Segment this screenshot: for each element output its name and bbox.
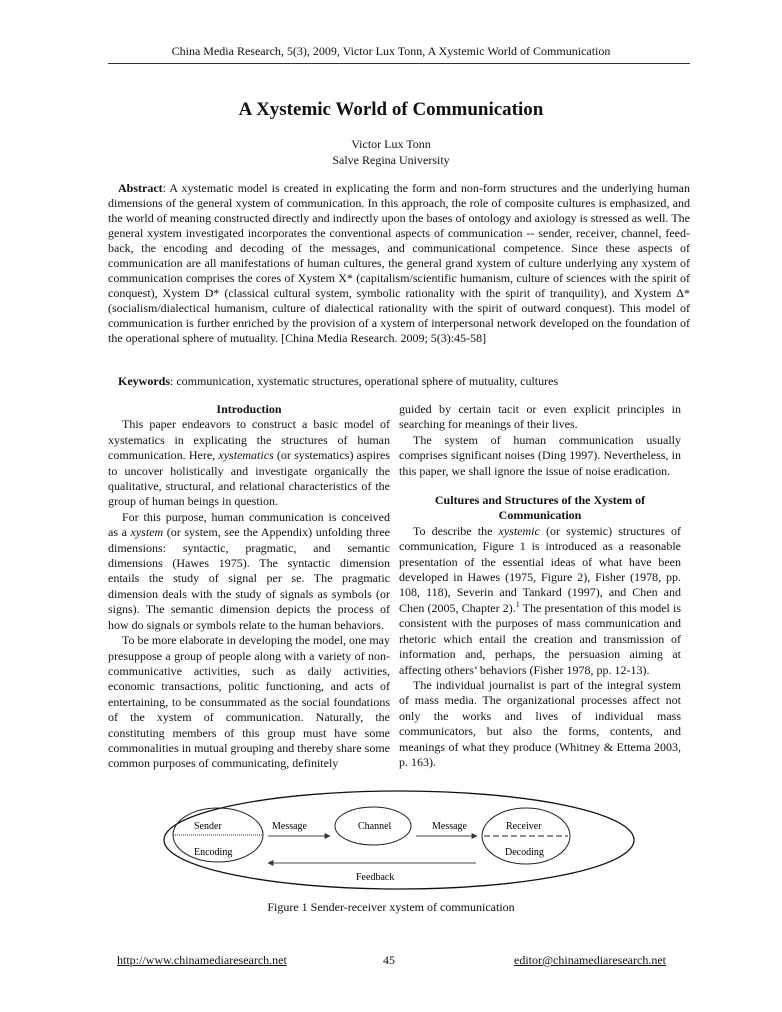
abstract-text: : A xystematic model is created in explicating the form and non-form structures and the underlying human dimensions of the general xystem of communication. In this approach, the role of composite cultures is emphasized, and the world of meaning constructed directly and indirectly upon the bases of ontology and axiology is stressed as well. The general xystem investigated incorporates the conventional aspects of communication -- sender, receiver, channel, feed-back, the encoding and decoding of the messages, and communicational competence. Since these aspects of communication are all manifestations of human cultures, the general grand xystem of culture underlying any xystem of communication comprises the cores of Xystem X* (capitalism/scientific humanism, culture of sciences with the spirit of conquest), Xystem D* (classical cultural system, symbolic rationality with the spirit of tranquility), and Xystem Δ* (socialism/dialectical humanism, culture of dialectical rationality with the spirit of outward conquest). This model of communication is further enriched by the provision of a xystem of interpersonal network developed on the foundation of the operational sphere of mutuality. [China Media Research. 2009; 5(3):45-58] (108, 181, 690, 345)
communication-diagram (162, 789, 636, 891)
author-name: Victor Lux Tonn (351, 137, 431, 151)
paragraph: For this purpose, human communication is conceived as a xystem (or system, see the Appendix) unfolding three dimensions: syntactic, pragmatic, and semantic dimensions (Hawes 1975). The syntactic dimension entails the study of signal per se. The pragmatic dimension deals with the study of signals as symbols (or signs). The semantic dimension depicts the process of how do signals or symbols relate to the human behaviors. (108, 509, 390, 632)
paper-title: A Xystemic World of Communication (238, 99, 544, 120)
abstract (108, 181, 690, 346)
keywords (118, 374, 690, 389)
right-column (399, 402, 681, 770)
decoding-label: Decoding (505, 847, 544, 858)
abstract-label: Abstract (118, 181, 163, 195)
page-number: 45 (383, 953, 395, 967)
receiver-label: Receiver (506, 821, 542, 832)
header-rule (108, 63, 690, 64)
paragraph: To describe the xystemic (or systemic) structures of communication, Figure 1 is introduced as a reasonable presentation of the essential ideas of what have been developed in Hawes (1975, Figure 2), Fisher (1978, pp. 108, 118), Severin and Tankard (1997), and Chen and Chen (2005, Chapter 2).$^1$ The presentation of this model is consistent with the purposes of mass communication and rhetoric which entail the creation and transmission of information and, perhaps, the persuasion aiming at affecting others’ behaviors (Fisher 1978, pp. 12-13). (399, 523, 681, 677)
message-label-right: Message (432, 821, 467, 832)
paragraph: This paper endeavors to construct a basic model of xystematics in explicating the structures of human communication. Here, xystematics (or systematics) aspires to uncover holistically and investigate organically the qualitative, structural, and relational characteristics of the group of human beings in question. (108, 417, 391, 509)
running-header: China Media Research, 5(3), 2009, Victor Lux Tonn, A Xystemic World of Communication (171, 44, 611, 58)
sender-label: Sender (194, 821, 222, 832)
paragraph: guided by certain tacit or even explicit principles in searching for meanings of their lives. (399, 402, 681, 432)
feedback-label: Feedback (356, 872, 395, 883)
message-label-left: Message (272, 821, 307, 832)
figure-caption: Figure 1 Sender-receiver xystem of communication (267, 900, 515, 914)
channel-label: Channel (358, 821, 392, 832)
footer-email-link[interactable]: editor@chinamediaresearch.net (514, 953, 666, 967)
encoding-label: Encoding (194, 847, 233, 858)
paragraph: To be more elaborate in developing the model, one may presuppose a group of people along with a variety of non-communicative activities, such as daily activities, economic transactions, politic functioning, and acts of entertaining, to be consummated as the social foundations of the xystem of communication. Naturally, the constituting members of this group must have some commonalities in mutual grouping and thereby share some common purposes of communicating, definitely (108, 633, 390, 771)
footer-url-link[interactable]: http://www.chinamediaresearch.net (117, 953, 287, 967)
introduction-heading: Introduction (216, 402, 282, 416)
cultures-heading: Cultures and Structures of the Xystem of Communication (434, 493, 646, 523)
author-affiliation: Salve Regina University (332, 153, 450, 167)
paragraph: The individual journalist is part of the integral system of mass media. The organizational processes affect not only the works and lives of individual mass communicators, but also the forms, contents, and meanings of what they produce (Whitney & Ettema 2003, p. 163). (399, 677, 681, 769)
keywords-label: Keywords (118, 374, 170, 388)
keywords-text: : communication, xystematic structures, operational sphere of mutuality, cultures (170, 374, 559, 388)
paragraph: The system of human communication usually comprises significant noises (Ding 1997). Nevertheless, in this paper, we shall ignore the issue of noise eradication. (399, 432, 681, 478)
left-column (108, 402, 390, 772)
